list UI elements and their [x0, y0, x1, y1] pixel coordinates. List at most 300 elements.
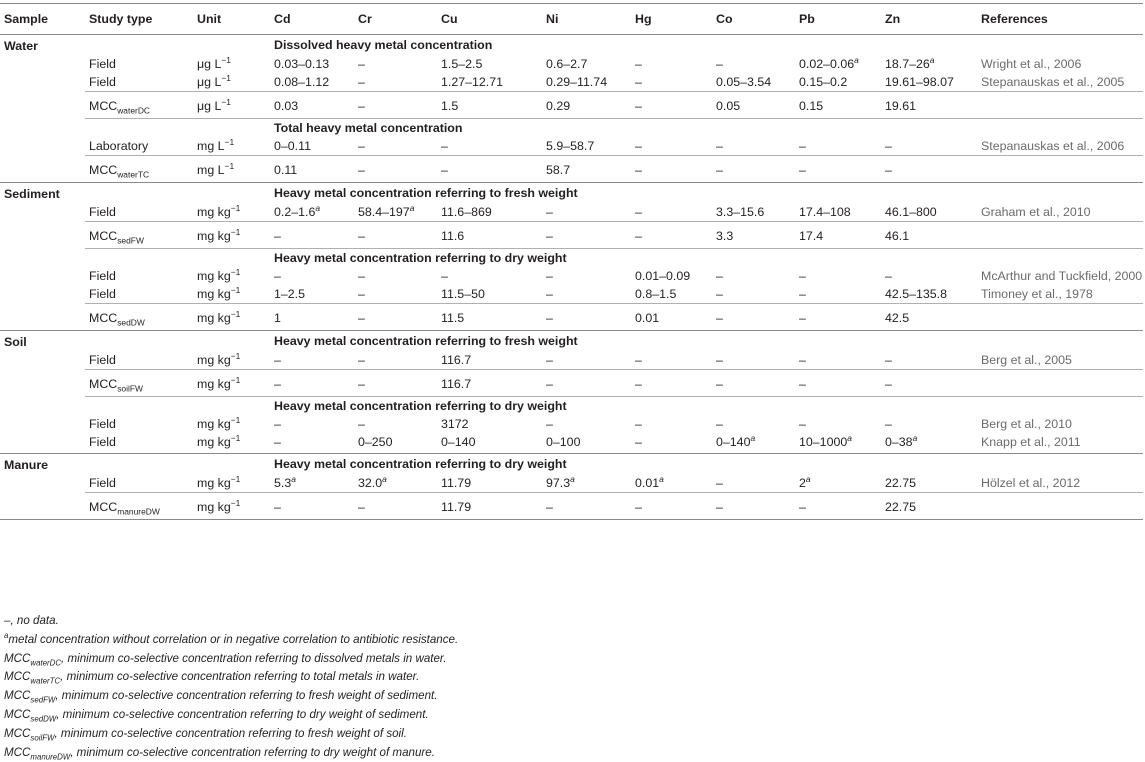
cell-value: [354, 267, 437, 285]
col-header-cu: Cu: [437, 4, 542, 35]
value-text: –: [716, 353, 723, 367]
abbr-base: MCC: [4, 745, 31, 759]
cell-value: –: [712, 493, 795, 520]
cell-value: –: [631, 370, 712, 397]
value-text: –: [635, 417, 642, 431]
value-text: –: [358, 75, 365, 89]
unit-exponent: −1: [230, 414, 241, 425]
value-text: –: [635, 205, 642, 219]
cell-value: [881, 203, 977, 222]
superscript-mark: [315, 203, 320, 213]
cell-reference: Stepanauskas et al., 2005: [981, 75, 1125, 89]
cell-value: [881, 474, 977, 493]
cell-value: [542, 203, 631, 222]
cell-study-type: Field: [89, 353, 116, 367]
section-spacer: [0, 351, 85, 370]
cell-value: [354, 203, 437, 222]
cell-value: 19.61: [881, 92, 977, 119]
cell-unit: [193, 493, 270, 520]
value-text: 0.01: [635, 476, 660, 490]
mcc-base: MCC: [89, 99, 118, 113]
section-name: Manure: [0, 454, 85, 475]
cell-value: [881, 351, 977, 370]
unit-exponent: −1: [224, 160, 235, 171]
unit-exponent: −1: [221, 72, 231, 83]
value-text: –: [441, 139, 448, 153]
group-title-row: [0, 249, 1143, 268]
cell-value: –: [270, 370, 354, 397]
cell-value: [437, 433, 542, 454]
value-text: 10–1000: [799, 435, 848, 449]
abbr-text: , minimum co-selective concentration referring to fresh weight of soil.: [54, 726, 407, 740]
value-text: –: [799, 353, 806, 367]
cell-value: 0.03: [270, 92, 354, 119]
col-header-sample: Sample: [0, 4, 85, 35]
cell-value: [437, 203, 542, 222]
value-text: –: [799, 139, 806, 153]
cell-value: [354, 474, 437, 493]
value-text: 5.9–58.7: [546, 139, 595, 153]
section-spacer: [0, 493, 85, 520]
cell-study-type: Field: [89, 435, 116, 449]
cell-value: [631, 267, 712, 285]
value-text: 1.5–2.5: [441, 57, 483, 71]
cell-unit: [193, 267, 270, 285]
value-text: 58.4–197: [358, 205, 410, 219]
group-title: Heavy metal concentration referring to dry weight: [270, 397, 1143, 416]
unit-text: mg kg: [197, 269, 231, 283]
cell-value: –: [795, 493, 881, 520]
section-spacer: [0, 285, 85, 304]
abbreviation-note: [4, 706, 458, 725]
value-text: 3.3–15.6: [716, 205, 765, 219]
table-row: [0, 267, 1143, 285]
mcc-base: MCC: [89, 229, 118, 243]
value-text: –: [635, 139, 642, 153]
value-text: 17.4–108: [799, 205, 851, 219]
superscript-mark: [659, 474, 664, 484]
mcc-subscript: sedFW: [117, 235, 144, 246]
cell-value: [354, 433, 437, 454]
unit-text: mg kg: [197, 417, 231, 431]
cell-value: [270, 285, 354, 304]
value-text: 0.02–0.06: [799, 57, 855, 71]
table-row: [0, 415, 1143, 433]
mcc-base: MCC: [89, 311, 118, 325]
value-text: –: [716, 269, 723, 283]
section-name: Soil: [0, 331, 85, 352]
group-title-row: [0, 454, 1143, 475]
mcc-base: MCC: [89, 500, 118, 514]
cell-value: [795, 73, 881, 92]
unit-exponent: −1: [230, 308, 241, 319]
unit-text: mg kg: [197, 500, 231, 514]
value-text: 2: [799, 476, 806, 490]
cell-reference-empty: [977, 92, 1143, 119]
cell-value: 11.5: [437, 304, 542, 331]
value-text: 32.0: [358, 476, 383, 490]
spacer-cell: [85, 454, 193, 475]
superscript-mark-text: a: [382, 473, 387, 484]
value-text: –: [635, 353, 642, 367]
cell-mcc-label: [85, 304, 193, 331]
value-text: 0–0.11: [274, 139, 311, 153]
mcc-row: [0, 156, 1143, 183]
cell-value: [712, 203, 795, 222]
col-header-cd: Cd: [270, 4, 354, 35]
value-text: –: [358, 353, 365, 367]
cell-value: [270, 137, 354, 156]
cell-value: [881, 73, 977, 92]
footnote-a-mark: a: [4, 630, 9, 640]
cell-reference-empty: [977, 304, 1143, 331]
section-spacer: [0, 474, 85, 493]
superscript-mark: [930, 55, 935, 65]
value-text: –: [885, 139, 892, 153]
abbr-base: MCC: [4, 726, 31, 740]
cell-value: 0.01: [631, 304, 712, 331]
cell-value: [795, 474, 881, 493]
table-row: [0, 433, 1143, 454]
cell-value: [881, 137, 977, 156]
abbr-subscript: soilFW: [30, 733, 55, 743]
cell-value: –: [542, 493, 631, 520]
mcc-row: [0, 304, 1143, 331]
cell-reference: Hölzel et al., 2012: [981, 476, 1081, 490]
unit-text: mg L: [197, 139, 225, 153]
value-text: –: [546, 353, 553, 367]
cell-value: [795, 137, 881, 156]
cell-value: –: [795, 156, 881, 183]
section-spacer: [0, 397, 85, 416]
value-text: 1–2.5: [274, 287, 306, 301]
unit-exponent: −1: [230, 350, 241, 361]
mcc-row: [0, 370, 1143, 397]
cell-value: 3.3: [712, 222, 795, 249]
abbr-text: , minimum co-selective concentration referring to dissolved metals in water.: [61, 651, 447, 665]
abbr-base: MCC: [4, 707, 31, 721]
cell-value: –: [631, 493, 712, 520]
value-text: –: [358, 139, 365, 153]
value-text: –: [799, 269, 806, 283]
value-text: 18.7–26: [885, 57, 930, 71]
spacer-cell: [85, 249, 193, 268]
cell-value: –: [631, 92, 712, 119]
cell-value: [542, 351, 631, 370]
mcc-row: [0, 493, 1143, 520]
superscript-mark-text: a: [847, 432, 852, 443]
group-title: Heavy metal concentration referring to fresh weight: [270, 331, 1143, 352]
unit-exponent: −1: [224, 136, 235, 147]
cell-value: [270, 474, 354, 493]
value-text: 22.75: [885, 476, 917, 490]
cell-value: [795, 415, 881, 433]
cell-value: [881, 433, 977, 454]
cell-value: [354, 415, 437, 433]
value-text: 0.2–1.6: [274, 205, 316, 219]
superscript-mark-text: a: [854, 54, 859, 65]
value-text: –: [885, 353, 892, 367]
mcc-subscript: manureDW: [117, 506, 160, 517]
cell-unit: [193, 304, 270, 331]
cell-value: [270, 433, 354, 454]
abbreviation-notes: [4, 650, 458, 762]
abbr-subscript: sedDW: [30, 714, 57, 724]
col-header-cr: Cr: [354, 4, 437, 35]
cell-value: [795, 433, 881, 454]
value-text: 46.1–800: [885, 205, 937, 219]
table-row: [0, 351, 1143, 370]
cell-unit: [193, 415, 270, 433]
superscript-mark: [847, 433, 852, 443]
abbr-text: , minimum co-selective concentration referring to total metals in water.: [60, 670, 420, 684]
cell-study-type: Field: [89, 269, 116, 283]
cell-value: –: [542, 370, 631, 397]
section-spacer: [0, 249, 85, 268]
group-title: Dissolved heavy metal concentration: [274, 38, 493, 52]
cell-value: [795, 285, 881, 304]
cell-value: [542, 73, 631, 92]
cell-value: [270, 351, 354, 370]
section-spacer: [0, 73, 85, 92]
superscript-mark: [750, 433, 755, 443]
cell-value: –: [795, 370, 881, 397]
cell-value: 0.15: [795, 92, 881, 119]
value-text: 0.08–1.12: [274, 75, 330, 89]
section-spacer: [0, 415, 85, 433]
cell-value: [712, 73, 795, 92]
cell-reference-empty: [977, 156, 1143, 183]
mcc-base: MCC: [89, 163, 118, 177]
unit-text: mg kg: [197, 435, 231, 449]
cell-value: –: [270, 222, 354, 249]
cell-reference: Berg et al., 2005: [981, 353, 1072, 367]
cell-value: [270, 267, 354, 285]
abbr-subscript: waterDC: [30, 657, 62, 667]
cell-value: –: [437, 156, 542, 183]
col-header-hg: Hg: [631, 4, 712, 35]
value-text: 11.6–869: [441, 205, 492, 219]
abbreviation-note: [4, 668, 458, 687]
cell-mcc-label: [85, 92, 193, 119]
abbr-subscript: manureDW: [30, 751, 71, 761]
superscript-mark-text: a: [570, 473, 575, 484]
cell-value: [354, 285, 437, 304]
section-spacer: [0, 304, 85, 331]
value-text: –: [441, 269, 448, 283]
abbr-text: , minimum co-selective concentration referring to dry weight of manure.: [70, 745, 435, 759]
unit-text: mg kg: [197, 311, 231, 325]
cell-value: 22.75: [881, 493, 977, 520]
spacer-cell: [193, 454, 270, 475]
unit-text: μg L: [197, 99, 222, 113]
cell-value: [631, 55, 712, 73]
section-spacer: [0, 267, 85, 285]
unit-exponent: −1: [221, 54, 231, 65]
cell-value: [881, 267, 977, 285]
cell-value: –: [542, 222, 631, 249]
abbreviation-note: [4, 744, 458, 762]
unit-exponent: −1: [230, 284, 241, 295]
superscript-mark-text: a: [929, 54, 935, 65]
section-spacer: [0, 137, 85, 156]
footnote-a: [4, 631, 458, 650]
col-header-references: References: [977, 4, 1143, 35]
cell-value: –: [881, 156, 977, 183]
cell-value: [881, 285, 977, 304]
superscript-mark: [854, 55, 859, 65]
cell-value: [542, 415, 631, 433]
cell-value: –: [542, 304, 631, 331]
abbr-text: , minimum co-selective concentration referring to fresh weight of sediment.: [55, 689, 438, 703]
abbr-subscript: sedFW: [30, 695, 56, 705]
cell-value: [712, 137, 795, 156]
section-spacer: [0, 203, 85, 222]
cell-value: –: [712, 370, 795, 397]
mcc-subscript: sedDW: [117, 317, 145, 328]
cell-value: [270, 73, 354, 92]
cell-unit: [193, 433, 270, 454]
value-text: –: [546, 417, 553, 431]
cell-value: [712, 267, 795, 285]
cell-value: –: [795, 304, 881, 331]
abbr-subscript: waterTC: [30, 676, 61, 686]
mcc-base: MCC: [89, 377, 118, 391]
col-header-pb: Pb: [795, 4, 881, 35]
cell-value: [270, 415, 354, 433]
cell-study-type: Field: [89, 57, 116, 71]
value-text: 0–250: [358, 435, 393, 449]
cell-value: [712, 474, 795, 493]
value-text: –: [274, 269, 281, 283]
section-spacer: [0, 156, 85, 183]
value-text: 0.03–0.13: [274, 57, 330, 71]
cell-value: 0.05: [712, 92, 795, 119]
unit-exponent: −1: [230, 202, 241, 213]
value-text: 11.5–50: [441, 287, 485, 301]
mcc-row: [0, 222, 1143, 249]
abbr-base: MCC: [4, 689, 31, 703]
table-row: [0, 474, 1143, 493]
value-text: 0.15–0.2: [799, 75, 848, 89]
cell-study-type: Field: [89, 287, 116, 301]
unit-text: mg kg: [197, 377, 231, 391]
unit-text: μg L: [197, 75, 222, 89]
abbr-base: MCC: [4, 670, 31, 684]
spacer-cell: [193, 397, 270, 416]
value-text: –: [716, 57, 723, 71]
cell-value: [542, 433, 631, 454]
superscript-mark-text: a: [805, 473, 811, 484]
value-text: 0.01–0.09: [635, 269, 691, 283]
cell-value: –: [881, 370, 977, 397]
value-text: 0.29–11.74: [546, 75, 608, 89]
superscript-mark: [806, 474, 811, 484]
section-name: Water: [4, 39, 38, 53]
cell-value: [881, 415, 977, 433]
cell-value: [542, 137, 631, 156]
cell-value: [437, 137, 542, 156]
cell-value: –: [631, 222, 712, 249]
cell-unit: [193, 351, 270, 370]
value-text: 11.79: [441, 476, 472, 490]
value-text: –: [274, 417, 281, 431]
unit-text: μg L: [197, 57, 222, 71]
col-header-ni: Ni: [542, 4, 631, 35]
mcc-subscript: waterDC: [117, 105, 150, 116]
unit-text: mg L: [197, 163, 225, 177]
cell-value: 17.4: [795, 222, 881, 249]
cell-mcc-label: [85, 156, 193, 183]
cell-value: –: [354, 156, 437, 183]
cell-value: [631, 203, 712, 222]
value-text: 97.3: [546, 476, 571, 490]
abbreviation-note: [4, 687, 458, 706]
col-header-unit: Unit: [193, 4, 270, 35]
cell-value: 1: [270, 304, 354, 331]
unit-exponent: −1: [221, 96, 231, 107]
cell-reference-empty: [977, 370, 1143, 397]
cell-value: 1.5: [437, 92, 542, 119]
unit-exponent: −1: [230, 374, 241, 385]
spacer-cell: [85, 35, 193, 56]
cell-value: [631, 285, 712, 304]
cell-study-type: Field: [89, 75, 116, 89]
superscript-mark-text: a: [912, 432, 918, 443]
cell-study-type: Field: [89, 417, 116, 431]
cell-value: [712, 285, 795, 304]
value-text: –: [546, 287, 553, 301]
cell-value: [631, 351, 712, 370]
cell-value: [795, 203, 881, 222]
abbr-base: MCC: [4, 651, 31, 665]
cell-value: –: [354, 370, 437, 397]
cell-value: 11.6: [437, 222, 542, 249]
unit-text: mg kg: [197, 287, 231, 301]
value-text: –: [358, 269, 365, 283]
value-text: 5.3: [274, 476, 292, 490]
cell-unit: [193, 92, 270, 119]
cell-value: –: [712, 304, 795, 331]
value-text: –: [716, 476, 723, 490]
cell-value: [795, 55, 881, 73]
value-text: –: [716, 139, 723, 153]
cell-value: –: [354, 92, 437, 119]
cell-value: [437, 55, 542, 73]
header-row: [0, 4, 1143, 35]
table-row: [0, 55, 1143, 73]
cell-reference-empty: [977, 222, 1143, 249]
cell-reference: Graham et al., 2010: [981, 205, 1091, 219]
value-text: 0–140: [441, 435, 476, 449]
spacer-cell: [85, 119, 193, 138]
section-spacer: [0, 370, 85, 397]
cell-unit: [193, 222, 270, 249]
cell-value: [437, 474, 542, 493]
value-text: 0.8–1.5: [635, 287, 677, 301]
cell-value: 116.7: [437, 370, 542, 397]
col-header-zn: Zn: [881, 4, 977, 35]
table-row: [0, 203, 1143, 222]
superscript-mark-text: a: [291, 473, 296, 484]
section-name: Sediment: [0, 183, 85, 204]
unit-exponent: −1: [230, 473, 241, 484]
cell-unit: [193, 55, 270, 73]
cell-value: [270, 55, 354, 73]
value-text: –: [546, 269, 553, 283]
spacer-cell: [193, 119, 270, 138]
cell-value: [437, 267, 542, 285]
